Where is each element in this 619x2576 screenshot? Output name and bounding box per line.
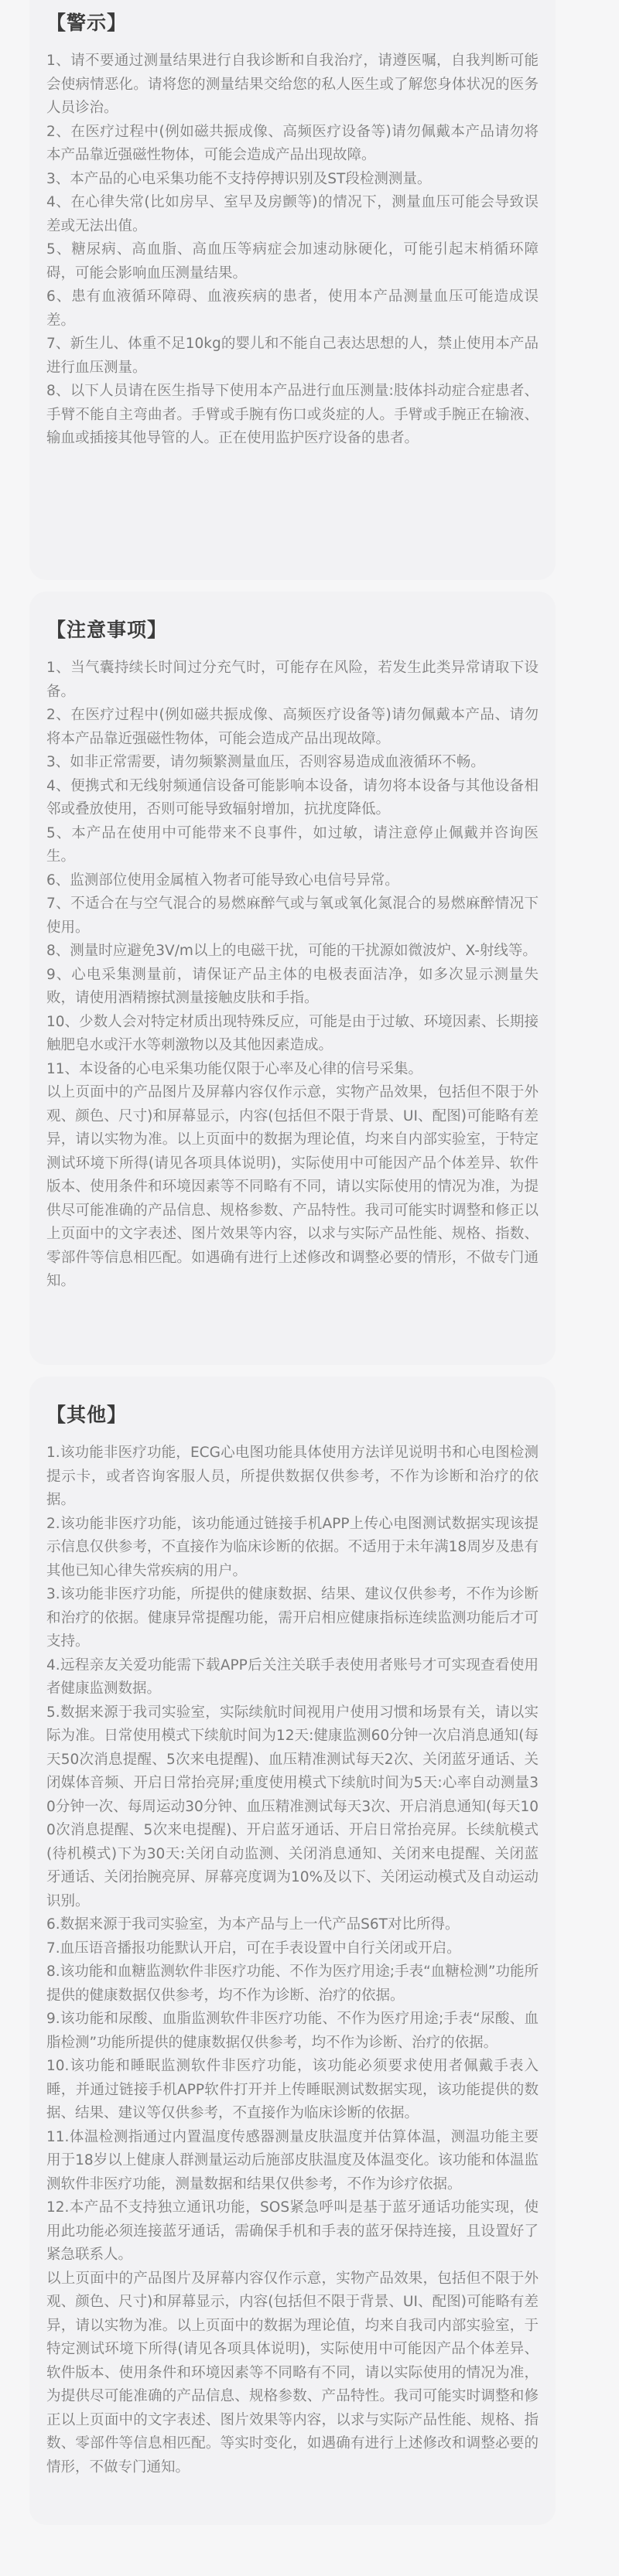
other-item: 11.体温检测指通过内置温度传感器测量皮肤温度并估算体温，测温功能主要用于18岁以上健康人群测量运动后施部皮肤温度及体温变化。该功能和体温监测软件非医疗功能，测量数据和结果仅供参考，不作为诊疗依据。: [46, 2128, 539, 2192]
other-item: 5.数据来源于我司实验室，实际续航时间视用户使用习惯和场景有关，请以实际为准。日常使用模式下续航时间为12天:健康监测60分钟一次启消息通知(每天50次消息提醒、5次来电提醒)、血压精准测试每天2次、关闭蓝牙通话、关闭媒体音频、开启日常抬亮屏;重度使用模式下续航时间为5天:心率自动测量30分钟一次、每周运动30分钟、血压精准测试每天3次、开启消息通知(每天100次消息提醒、5次来电提醒)、开启蓝牙通话、开启日常抬亮屏。长续航模式(待机模式)下为30天:关闭自动监测、关闭消息通知、关闭来电提醒、关闭蓝牙通话、关闭抬腕亮屏、屏幕亮度调为10%及以下、关闭运动模式及自动运动识别。: [46, 1704, 539, 1909]
other-item: 2.该功能非医疗功能，该功能通过链接手机APP上传心电图测试数据实现该提示信息仅供参考，不直接作为临床诊断的依据。不适用于未年满18周岁及患有其他已知心律失常疾病的用户。: [46, 1515, 539, 1579]
warning-item: 1、请不要通过测量结果进行自我诊断和自我治疗，请遵医嘱，自我判断可能会使病情恶化。请将您的测量结果交给您的私人医生或了解您身体状况的医务人员诊治。: [46, 53, 539, 116]
section-title-precautions: 【注意事项】: [46, 619, 168, 641]
other-item: 6.数据来源于我司实验室，为本产品与上一代产品S6T对比所得。: [46, 1916, 460, 1933]
section-title-other: 【其他】: [46, 1404, 128, 1426]
warning-item: 4、在心律失常(比如房早、室早及房颤等)的情况下，测量血压可能会导致误差或无法出值。: [46, 194, 539, 234]
warning-item: 8、以下人员请在医生指导下使用本产品进行血压测量:肢体抖动症合症患者、手臂不能自主弯曲者。手臂或手腕有伤口或炎症的人。手臂或手腕正在输液、输血或插接其他导管的人。正在使用监护医疗设备的患者。: [46, 383, 539, 446]
other-item: 7.血压语音播报功能默认开启，可在手表设置中自行关闭或开启。: [46, 1940, 461, 1957]
other-card: [29, 1377, 556, 2525]
warning-item: 7、新生儿、体重不足10kg的婴儿和不能自己表达思想的人，禁止使用本产品进行血压测量。: [46, 336, 539, 376]
other-item: 3.该功能非医疗功能，所提供的健康数据、结果、建议仅供参考，不作为诊断和治疗的依据。健康异常提醒功能，需开启相应健康指标连续监测功能后才可支持。: [46, 1586, 539, 1650]
disclaimer-paragraph: 以上页面中的产品图片及屏幕内容仅作示意，实物产品效果，包括但不限于外观、颜色、尺寸)和屏幕显示，内容(包括但不限于背景、UI、配图)可能略有差异，请以实物为准。以上页面中的数据为理论值，均来自我司内部实验室，于特定测试环境下所得(请见各项具体说明)，实际使用中可能因产品个体差异、软件版本、使用条件和环境因素等不同略有不同，请以实际使用的情况为准，为提供尽可能准确的产品信息、规格参数、产品特性。我司可能实时调整和修正以上页面中的文字表述、图片效果等内容，以求与实际产品性能、规格、指数、零部件等信息相匹配。等实时变化，如遇确有进行上述修改和调整必要的情形，不做专门通知。: [46, 2270, 539, 2475]
precaution-item: 5、本产品在使用中可能带来不良事件，如过敏，请注意停止佩戴并咨询医生。: [46, 824, 539, 865]
other-item: 12.本产品不支持独立通讯功能，SOS紧急呼叫是基于蓝牙通话功能实现，使用此功能必须连接蓝牙通话，需确保手机和手表的蓝牙保持连接，且设置好了紧急联系人。: [46, 2199, 539, 2263]
other-item: 1.该功能非医疗功能，ECG心电图功能具体使用方法详见说明书和心电图检测提示卡，或者咨询客服人员，所提供数据仅供参考，不作为诊断和治疗的依据。: [46, 1445, 539, 1508]
section-title-warning: 【警示】: [46, 12, 128, 34]
warning-item: 6、患有血液循环障碍、血液疾病的患者，使用本产品测量血压可能造成误差。: [46, 288, 539, 329]
other-item: 9.该功能和尿酸、血脂监测软件非医疗功能、不作为医疗用途;手表“尿酸、血脂检测”功能所提供的健康数据仅供参考，均不作为诊断、治疗的依据。: [46, 2011, 539, 2051]
warning-item: 5、糖尿病、高血脂、高血压等病症会加速动脉硬化，可能引起末梢循环障碍，可能会影响血压测量结果。: [46, 241, 539, 281]
warning-item: 3、本产品的心电采集功能不支持停搏识别及ST段检测测量。: [46, 170, 432, 187]
precaution-item: 10、少数人会对特定材质出现特殊反应，可能是由于过敏、环境因素、长期接触肥皂水或汗水等刺激物以及其他因素造成。: [46, 1013, 539, 1053]
warning-card: [29, 0, 556, 580]
precaution-item: 2、在医疗过程中(例如磁共振成像、高频医疗设备等)请勿佩戴本产品、请勿将本产品靠近强磁性物体，可能会造成产品出现故障。: [46, 707, 539, 747]
precaution-item: 1、当气囊持续长时间过分充气时，可能存在风险，若发生此类异常请取下设备。: [46, 660, 539, 700]
other-item: 4.远程亲友关爱功能需下载APP后关注关联手表使用者账号才可实现查看使用者健康监测数据。: [46, 1656, 539, 1697]
precaution-item: 4、便携式和无线射频通信设备可能影响本设备，请勿将本设备与其他设备相邻或叠放使用，否则可能导致辐射增加，抗扰度降低。: [46, 777, 539, 817]
precaution-item: 6、监测部位使用金属植入物者可能导致心电信号异常。: [46, 872, 399, 889]
other-item: 10.该功能和睡眠监测软件非医疗功能，该功能必须要求使用者佩戴手表入睡，并通过链接手机APP软件打开并上传睡眠测试数据实现，该功能提供的数据、结果、建议等仅供参考，不直接作为临床诊断的依据。: [46, 2058, 539, 2121]
precaution-item: 3、如非正常需要，请勿频繁测量血压，否则容易造成血液循环不畅。: [46, 754, 485, 770]
other-item: 8.该功能和血糖监测软件非医疗功能、不作为医疗用途;手表“血糖检测”功能所提供的健康数据仅供参考，均不作为诊断、治疗的依据。: [46, 1964, 539, 2004]
precaution-item: 11、本设备的心电采集功能仅限于心率及心律的信号采集。: [46, 1060, 423, 1077]
precaution-item: 9、心电采集测量前，请保证产品主体的电极表面洁净，如多次显示测量失败，请使用酒精擦拭测量接触皮肤和手指。: [46, 966, 539, 1006]
precaution-item: 7、不适合在与空气混合的易燃麻醉气或与氧或氧化氮混合的易燃麻醉情况下使用。: [46, 896, 539, 936]
precaution-item: 8、测量时应避免3V/m以上的电磁干扰，可能的干扰源如微波炉、X-射线等。: [46, 943, 537, 959]
disclaimer-paragraph: 以上页面中的产品图片及屏幕内容仅作示意，实物产品效果，包括但不限于外观、颜色、尺寸)和屏幕显示，内容(包括但不限于背景、UI、配图)可能略有差异，请以实物为准。以上页面中的数据为理论值，均来自内部实验室，于特定测试环境下所得(请见各项具体说明)，实际使用中可能因产品个体差异、软件版本、使用条件和环境因素等不同略有不同，请以实际使用的情况为准，为提供尽可能准确的产品信息、规格参数、产品特性。我司可能实时调整和修正以上页面中的文字表述、图片效果等内容，以求与实际产品性能、规格、指数、零部件等信息相匹配。如遇确有进行上述修改和调整必要的情形，不做专门通知。: [46, 1084, 539, 1289]
precautions-card: [29, 592, 556, 1365]
warning-item: 2、在医疗过程中(例如磁共振成像、高频医疗设备等)请勿佩戴本产品请勿将本产品靠近强磁性物体，可能会造成产品出现故障。: [46, 123, 539, 163]
